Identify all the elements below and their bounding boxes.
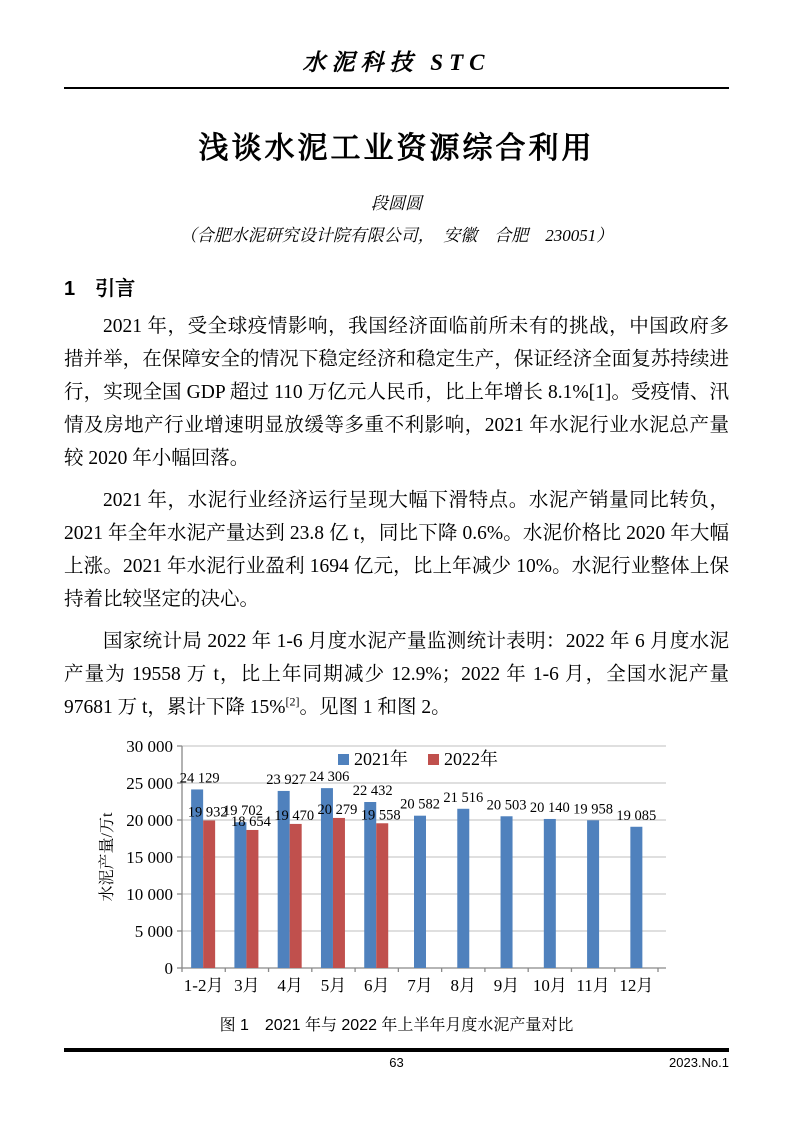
- bar-chart: [92, 738, 692, 1006]
- bar-2021: [234, 822, 246, 968]
- paragraph-3: [64, 625, 729, 724]
- paragraph-2: 2021 年，水泥行业经济运行呈现大幅下滑特点。水泥产销量同比转负，2021 年全年水泥产量达到 23.8 亿 t，同比下降 0.6%。水泥价格比 2020 年大幅上涨。2021 年水泥行业盈利 1694 亿元，比上年减少 10%。水泥行业整体上保持着比较坚定的决心。: [64, 490, 729, 610]
- legend-swatch: [428, 754, 439, 765]
- x-axis-label: 1-2月: [183, 976, 224, 995]
- bar-label-2021: 24 129: [179, 770, 220, 787]
- figure-caption: 图 1 2021 年与 2022 年上半年月度水泥产量对比: [219, 1017, 574, 1034]
- footer-rule: [64, 1048, 729, 1052]
- legend-label: 2022年: [444, 749, 498, 769]
- bar-label-2021: 20 582: [400, 796, 440, 813]
- x-axis-label: 9月: [493, 976, 520, 995]
- section-heading-introduction: 1 引言: [64, 278, 136, 300]
- bar-2022: [376, 823, 388, 968]
- bar-2022: [203, 821, 215, 968]
- y-axis-tick-label: 20 000: [126, 811, 173, 830]
- bar-label-2021: 19 958: [573, 801, 614, 818]
- bar-2021: [587, 820, 599, 968]
- x-axis-label: 6月: [363, 976, 390, 995]
- y-axis-tick-label: 0: [164, 959, 173, 978]
- author-name: 段圆圆: [371, 194, 422, 213]
- x-axis-label: 4月: [277, 976, 303, 995]
- reference-superscript: [2]: [285, 694, 300, 709]
- page-number: 63: [389, 1055, 404, 1070]
- paragraph-1: 2021 年，受全球疫情影响，我国经济面临前所未有的挑战，中国政府多措并举，在保障安全的情况下稳定经济和稳定生产，保证经济全面复苏持续进行，实现全国 GDP 超过 110 万亿元人民币，比上年增长 8.1%[1]。受疫情、汛情及房地产行业增速明显放缓等多重不利影响，2021 年水泥行业水泥总产量较 2020 年小幅回落。: [64, 316, 729, 469]
- author-affiliation: （合肥水泥研究设计院有限公司， 安徽 合肥 230051）: [179, 226, 614, 245]
- issue-label: 2023.No.1: [669, 1055, 729, 1070]
- article-title: 浅谈水泥工业资源综合利用: [198, 132, 595, 165]
- bar-label-2022: 19 470: [274, 807, 315, 824]
- x-axis-label: 12月: [619, 976, 654, 995]
- bar-label-2021: 20 140: [529, 799, 570, 816]
- bar-label-2021: 24 306: [309, 769, 350, 786]
- y-axis-tick-label: 15 000: [126, 848, 173, 867]
- bar-2021: [544, 819, 556, 968]
- bar-2022: [333, 818, 345, 968]
- bar-label-2021: 21 516: [443, 789, 484, 806]
- y-axis-tick-label: 5 000: [134, 922, 173, 941]
- paragraph-3-text: 国家统计局 2022 年 1-6 月度水泥产量监测统计表明：2022 年 6 月度水泥产量为 19558 万 t，比上年同期减少 12.9%；2022 年 1-6 月，全国水泥产量 97681 万 t，累计下降 15%: [64, 631, 729, 718]
- y-axis-title: 水泥产量/万t: [99, 812, 116, 902]
- bar-2021: [364, 802, 376, 968]
- bar-label-2021: 19 702: [222, 803, 263, 820]
- x-axis-label: 5月: [320, 976, 347, 995]
- bar-label-2021: 22 432: [352, 783, 393, 800]
- legend-label: 2021年: [354, 749, 408, 769]
- y-axis-tick-label: 10 000: [126, 885, 173, 904]
- legend-swatch: [338, 754, 349, 765]
- x-axis-label: 8月: [450, 976, 477, 995]
- bar-2022: [246, 830, 258, 968]
- bar-label-2021: 23 927: [266, 771, 307, 788]
- x-axis-label: 7月: [407, 976, 433, 995]
- bar-label-2021: 20 503: [486, 797, 527, 814]
- bar-label-2022: 20 279: [317, 801, 358, 818]
- header-rule: [64, 87, 729, 89]
- bar-label-2021: 19 085: [616, 807, 657, 824]
- x-axis-label: 10月: [532, 976, 567, 995]
- y-axis-tick-label: 25 000: [126, 774, 173, 793]
- bar-2021: [414, 816, 426, 968]
- journal-title: 水泥科技 STC: [302, 50, 491, 75]
- bar-2022: [290, 824, 302, 968]
- bar-chart-svg: [92, 738, 692, 1006]
- bar-2021: [501, 816, 513, 968]
- y-axis-tick-label: 30 000: [126, 738, 173, 756]
- page-footer: [64, 1048, 729, 1070]
- x-axis-label: 3月: [234, 976, 260, 995]
- bar-label-2022: 18 654: [230, 813, 271, 830]
- bar-label-2022: 19 558: [360, 807, 401, 824]
- bar-2021: [630, 827, 642, 968]
- bar-label-2022: 19 932: [187, 804, 228, 821]
- paragraph-3-text-end: 。见图 1 和图 2。: [299, 697, 451, 718]
- x-axis-label: 11月: [576, 976, 610, 995]
- bar-2021: [457, 809, 469, 968]
